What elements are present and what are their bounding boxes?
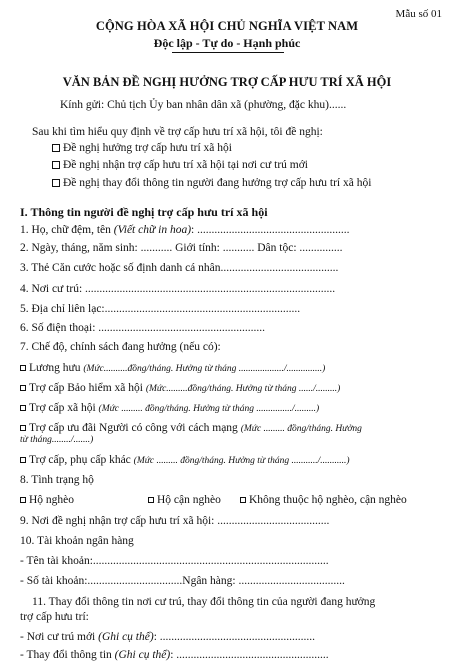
- motto-underline: [172, 52, 284, 53]
- benefit-pension[interactable]: Lương hưu (Mức..........đồng/tháng. Hưởng từ tháng .................../...............): [20, 363, 325, 375]
- addressee: Kính gửi: Chủ tịch Ủy ban nhân dân xã (phường, đặc khu)......: [60, 99, 347, 111]
- bank-account-label: 10. Tài khoản ngân hàng: [20, 535, 134, 547]
- field-birth-gender-ethnicity: 2. Ngày, tháng, năm sinh: ........... Giới tính: ........... Dân tộc: ...............: [20, 242, 343, 254]
- benefit-revolutionary-merit-cont: từ tháng......../.......): [20, 435, 94, 445]
- checkbox[interactable]: [148, 497, 154, 503]
- checkbox[interactable]: [20, 425, 26, 431]
- benefit-revolutionary-merit[interactable]: Trợ cấp ưu đãi Người có công với cách mạng (Mức ......... đồng/tháng. Hưởng: [20, 423, 362, 435]
- field-residence: 4. Nơi cư trú: .......................................................................................: [20, 283, 336, 295]
- field-id-card: 3. Thẻ Căn cước hoặc số định danh cá nhân.........................................: [20, 262, 339, 274]
- bank-account-name: - Tên tài khoản:..................................................................................: [20, 555, 329, 567]
- intro-text: Sau khi tìm hiểu quy định về trợ cấp hưu trí xã hội, tôi đề nghị:: [32, 126, 323, 138]
- household-not-poor[interactable]: Không thuộc hộ nghèo, cận nghèo: [240, 495, 407, 507]
- field-phone: 6. Số điện thoại: ..........................................................: [20, 322, 266, 334]
- checkbox[interactable]: [20, 385, 26, 391]
- checkbox[interactable]: [52, 179, 60, 187]
- checkbox[interactable]: [240, 497, 246, 503]
- form-number: Mẫu số 01: [395, 8, 442, 20]
- country-heading: CỘNG HÒA XÃ HỘI CHỦ NGHĨA VIỆT NAM: [95, 19, 359, 33]
- checkbox[interactable]: [52, 161, 60, 169]
- household-poor[interactable]: Hộ nghèo: [20, 495, 74, 507]
- household-near-poor[interactable]: Hộ cận nghèo: [148, 495, 221, 507]
- field-receive-place: 9. Nơi đề nghị nhận trợ cấp hưu trí xã hội: .......................................: [20, 515, 330, 527]
- benefit-social-insurance[interactable]: Trợ cấp Bảo hiểm xã hội (Mức.........đồng/tháng. Hưởng từ tháng ....../.........): [20, 383, 340, 395]
- bank-account-number: - Số tài khoản:.................................Ngân hàng: .....................................: [20, 575, 345, 587]
- field-full-name: 1. Họ, chữ đệm, tên (Viết chữ in hoa): .....................................................: [20, 224, 350, 236]
- request-option-2[interactable]: Đề nghị nhận trợ cấp hưu trí xã hội tại nơi cư trú mới: [52, 160, 308, 172]
- field-change-line1: 11. Thay đổi thông tin nơi cư trú, thay đổi thông tin của người đang hưởng: [32, 596, 376, 608]
- request-option-3[interactable]: Đề nghị thay đổi thông tin người đang hưởng trợ cấp hưu trí xã hội: [52, 178, 371, 190]
- checkbox[interactable]: [20, 405, 26, 411]
- benefit-other[interactable]: Trợ cấp, phụ cấp khác (Mức ......... đồng/tháng. Hưởng từ tháng .........../...........): [20, 455, 350, 467]
- field-new-residence: - Nơi cư trú mới (Ghi cụ thể): ......................................................: [20, 631, 316, 643]
- checkbox[interactable]: [20, 365, 26, 371]
- document-title: VĂN BẢN ĐỀ NGHỊ HƯỞNG TRỢ CẤP HƯU TRÍ XÃ HỘI: [62, 75, 392, 89]
- field-contact-address: 5. Địa chỉ liên lạc:....................................................................: [20, 303, 301, 315]
- field-change-line2: trợ cấp hưu trí:: [20, 611, 89, 623]
- section-1-heading: I. Thông tin người đề nghị trợ cấp hưu trí xã hội: [20, 205, 268, 219]
- field-change-info: - Thay đổi thông tin (Ghi cụ thể): .....................................................: [20, 649, 329, 661]
- request-option-1[interactable]: Đề nghị hưởng trợ cấp hưu trí xã hội: [52, 143, 232, 155]
- field-benefits-heading: 7. Chế độ, chính sách đang hưởng (nếu có):: [20, 341, 221, 353]
- checkbox[interactable]: [20, 497, 26, 503]
- motto: Độc lập - Tự do - Hạnh phúc: [153, 36, 301, 50]
- checkbox[interactable]: [20, 457, 26, 463]
- benefit-social-allowance[interactable]: Trợ cấp xã hội (Mức ......... đồng/tháng. Hưởng từ tháng .............../.........): [20, 403, 319, 415]
- household-status-label: 8. Tình trạng hộ: [20, 474, 94, 486]
- checkbox[interactable]: [52, 144, 60, 152]
